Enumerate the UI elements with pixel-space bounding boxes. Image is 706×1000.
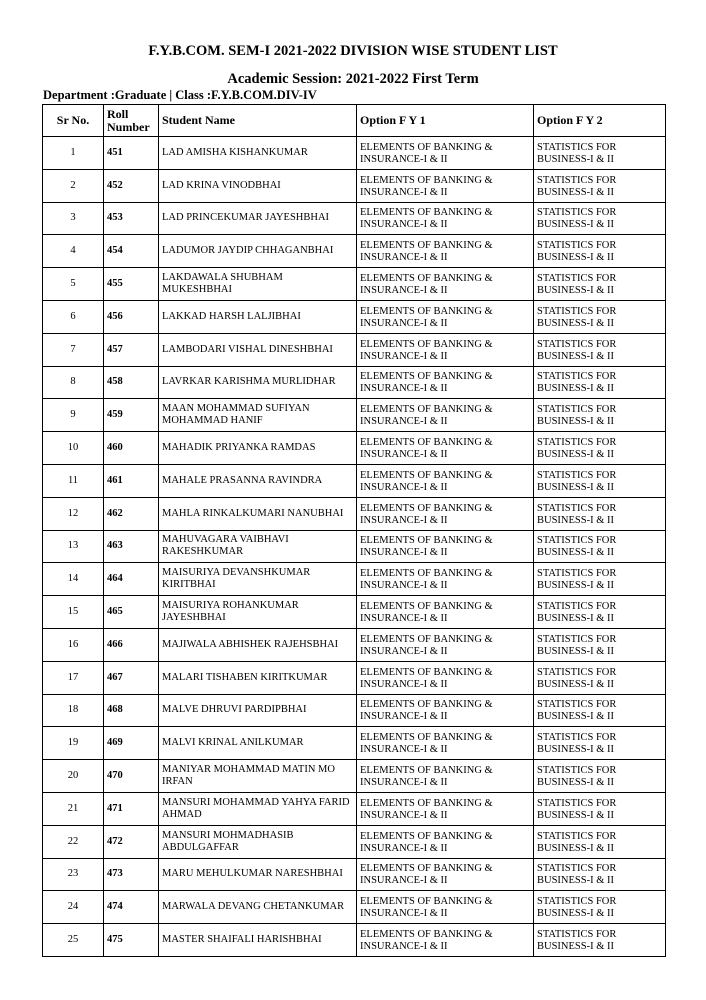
student-name-cell: MAHALE PRASANNA RAVINDRA [159, 464, 357, 497]
option-fy2-cell: STATISTICS FOR BUSINESS-I & II [534, 137, 666, 170]
option-fy1-cell: ELEMENTS OF BANKING & INSURANCE-I & II [357, 858, 534, 891]
table-row [43, 891, 666, 924]
option-fy1-cell: ELEMENTS OF BANKING & INSURANCE-I & II [357, 169, 534, 202]
table-row [43, 694, 666, 727]
table-row [43, 792, 666, 825]
student-name-cell: MANIYAR MOHAMMAD MATIN MO IRFAN [159, 760, 357, 793]
table-row [43, 366, 666, 399]
table-row [43, 760, 666, 793]
sr-no-cell: 19 [43, 727, 104, 760]
table-row [43, 268, 666, 301]
option-fy2-cell: STATISTICS FOR BUSINESS-I & II [534, 727, 666, 760]
roll-number-cell: 468 [104, 694, 159, 727]
roll-number-cell: 474 [104, 891, 159, 924]
student-name-cell: MAAN MOHAMMAD SUFIYAN MOHAMMAD HANIF [159, 399, 357, 432]
roll-number-cell: 471 [104, 792, 159, 825]
student-list-table [42, 104, 666, 957]
student-name-cell: MAHLA RINKALKUMARI NANUBHAI [159, 497, 357, 530]
student-name-cell: LAKKAD HARSH LALJIBHAI [159, 300, 357, 333]
table-row [43, 235, 666, 268]
option-fy1-cell: ELEMENTS OF BANKING & INSURANCE-I & II [357, 563, 534, 596]
option-fy2-cell: STATISTICS FOR BUSINESS-I & II [534, 464, 666, 497]
option-fy2-cell: STATISTICS FOR BUSINESS-I & II [534, 202, 666, 235]
option-fy1-cell: ELEMENTS OF BANKING & INSURANCE-I & II [357, 891, 534, 924]
option-fy2-cell: STATISTICS FOR BUSINESS-I & II [534, 169, 666, 202]
option-fy1-cell: ELEMENTS OF BANKING & INSURANCE-I & II [357, 137, 534, 170]
student-name-cell: LAD KRINA VINODBHAI [159, 169, 357, 202]
option-fy2-cell: STATISTICS FOR BUSINESS-I & II [534, 333, 666, 366]
option-fy1-cell: ELEMENTS OF BANKING & INSURANCE-I & II [357, 366, 534, 399]
column-header-roll-number: Roll Number [104, 105, 159, 137]
option-fy2-cell: STATISTICS FOR BUSINESS-I & II [534, 497, 666, 530]
roll-number-cell: 472 [104, 825, 159, 858]
sr-no-cell: 14 [43, 563, 104, 596]
option-fy1-cell: ELEMENTS OF BANKING & INSURANCE-I & II [357, 399, 534, 432]
sr-no-cell: 7 [43, 333, 104, 366]
student-name-cell: MANSURI MOHMADHASIB ABDULGAFFAR [159, 825, 357, 858]
option-fy2-cell: STATISTICS FOR BUSINESS-I & II [534, 530, 666, 563]
table-row [43, 399, 666, 432]
sr-no-cell: 5 [43, 268, 104, 301]
sr-no-cell: 3 [43, 202, 104, 235]
table-row [43, 563, 666, 596]
student-name-cell: LAKDAWALA SHUBHAM MUKESHBHAI [159, 268, 357, 301]
roll-number-cell: 457 [104, 333, 159, 366]
sr-no-cell: 17 [43, 661, 104, 694]
sr-no-cell: 18 [43, 694, 104, 727]
option-fy2-cell: STATISTICS FOR BUSINESS-I & II [534, 366, 666, 399]
department-class-line: Department :Graduate | Class :F.Y.B.COM.DIV-IV [43, 88, 317, 102]
table-row [43, 825, 666, 858]
roll-number-cell: 458 [104, 366, 159, 399]
student-name-cell: MAHADIK PRIYANKA RAMDAS [159, 432, 357, 465]
option-fy1-cell: ELEMENTS OF BANKING & INSURANCE-I & II [357, 760, 534, 793]
student-name-cell: MAHUVAGARA VAIBHAVI RAKESHKUMAR [159, 530, 357, 563]
sr-no-cell: 12 [43, 497, 104, 530]
option-fy1-cell: ELEMENTS OF BANKING & INSURANCE-I & II [357, 924, 534, 957]
column-header-option-fy2: Option F Y 2 [534, 105, 666, 137]
student-name-cell: MARU MEHULKUMAR NARESHBHAI [159, 858, 357, 891]
option-fy2-cell: STATISTICS FOR BUSINESS-I & II [534, 628, 666, 661]
sr-no-cell: 6 [43, 300, 104, 333]
option-fy2-cell: STATISTICS FOR BUSINESS-I & II [534, 432, 666, 465]
sr-no-cell: 23 [43, 858, 104, 891]
student-name-cell: LADUMOR JAYDIP CHHAGANBHAI [159, 235, 357, 268]
option-fy2-cell: STATISTICS FOR BUSINESS-I & II [534, 563, 666, 596]
sr-no-cell: 22 [43, 825, 104, 858]
option-fy2-cell: STATISTICS FOR BUSINESS-I & II [534, 268, 666, 301]
option-fy1-cell: ELEMENTS OF BANKING & INSURANCE-I & II [357, 792, 534, 825]
roll-number-cell: 452 [104, 169, 159, 202]
option-fy2-cell: STATISTICS FOR BUSINESS-I & II [534, 858, 666, 891]
table-row [43, 169, 666, 202]
option-fy1-cell: ELEMENTS OF BANKING & INSURANCE-I & II [357, 432, 534, 465]
option-fy1-cell: ELEMENTS OF BANKING & INSURANCE-I & II [357, 235, 534, 268]
option-fy1-cell: ELEMENTS OF BANKING & INSURANCE-I & II [357, 268, 534, 301]
option-fy1-cell: ELEMENTS OF BANKING & INSURANCE-I & II [357, 530, 534, 563]
option-fy1-cell: ELEMENTS OF BANKING & INSURANCE-I & II [357, 694, 534, 727]
student-name-cell: LAMBODARI VISHAL DINESHBHAI [159, 333, 357, 366]
student-name-cell: MALVE DHRUVI PARDIPBHAI [159, 694, 357, 727]
option-fy2-cell: STATISTICS FOR BUSINESS-I & II [534, 825, 666, 858]
student-name-cell: MANSURI MOHAMMAD YAHYA FARID AHMAD [159, 792, 357, 825]
student-name-cell: MAISURIYA ROHANKUMAR JAYESHBHAI [159, 596, 357, 629]
table-row [43, 300, 666, 333]
page-title: F.Y.B.COM. SEM-I 2021-2022 DIVISION WISE STUDENT LIST [148, 43, 558, 59]
table-row [43, 924, 666, 957]
option-fy1-cell: ELEMENTS OF BANKING & INSURANCE-I & II [357, 727, 534, 760]
roll-number-cell: 470 [104, 760, 159, 793]
student-name-cell: LAVRKAR KARISHMA MURLIDHAR [159, 366, 357, 399]
table-row [43, 333, 666, 366]
table-row [43, 202, 666, 235]
option-fy2-cell: STATISTICS FOR BUSINESS-I & II [534, 924, 666, 957]
sr-no-cell: 1 [43, 137, 104, 170]
option-fy2-cell: STATISTICS FOR BUSINESS-I & II [534, 760, 666, 793]
option-fy1-cell: ELEMENTS OF BANKING & INSURANCE-I & II [357, 202, 534, 235]
roll-number-cell: 465 [104, 596, 159, 629]
session-subtitle: Academic Session: 2021-2022 First Term [227, 71, 479, 87]
sr-no-cell: 9 [43, 399, 104, 432]
roll-number-cell: 454 [104, 235, 159, 268]
table-row [43, 858, 666, 891]
roll-number-cell: 456 [104, 300, 159, 333]
column-header-option-fy1: Option F Y 1 [357, 105, 534, 137]
student-name-cell: LAD AMISHA KISHANKUMAR [159, 137, 357, 170]
roll-number-cell: 451 [104, 137, 159, 170]
roll-number-cell: 463 [104, 530, 159, 563]
roll-number-cell: 469 [104, 727, 159, 760]
table-body [43, 137, 666, 957]
roll-number-cell: 455 [104, 268, 159, 301]
sr-no-cell: 21 [43, 792, 104, 825]
table-row [43, 137, 666, 170]
sr-no-cell: 10 [43, 432, 104, 465]
table-row [43, 661, 666, 694]
table-header-row [43, 105, 666, 137]
roll-number-cell: 461 [104, 464, 159, 497]
student-name-cell: MARWALA DEVANG CHETANKUMAR [159, 891, 357, 924]
table-row [43, 727, 666, 760]
table-row [43, 530, 666, 563]
roll-number-cell: 460 [104, 432, 159, 465]
option-fy2-cell: STATISTICS FOR BUSINESS-I & II [534, 235, 666, 268]
option-fy2-cell: STATISTICS FOR BUSINESS-I & II [534, 694, 666, 727]
roll-number-cell: 473 [104, 858, 159, 891]
option-fy1-cell: ELEMENTS OF BANKING & INSURANCE-I & II [357, 300, 534, 333]
sr-no-cell: 20 [43, 760, 104, 793]
sr-no-cell: 4 [43, 235, 104, 268]
table-row [43, 432, 666, 465]
roll-number-cell: 462 [104, 497, 159, 530]
sr-no-cell: 8 [43, 366, 104, 399]
sr-no-cell: 25 [43, 924, 104, 957]
option-fy2-cell: STATISTICS FOR BUSINESS-I & II [534, 661, 666, 694]
roll-number-cell: 453 [104, 202, 159, 235]
option-fy1-cell: ELEMENTS OF BANKING & INSURANCE-I & II [357, 628, 534, 661]
roll-number-cell: 459 [104, 399, 159, 432]
sr-no-cell: 16 [43, 628, 104, 661]
roll-number-cell: 466 [104, 628, 159, 661]
table-row [43, 628, 666, 661]
option-fy1-cell: ELEMENTS OF BANKING & INSURANCE-I & II [357, 825, 534, 858]
column-header-student-name: Student Name [159, 105, 357, 137]
sr-no-cell: 2 [43, 169, 104, 202]
roll-number-cell: 464 [104, 563, 159, 596]
student-name-cell: MASTER SHAIFALI HARISHBHAI [159, 924, 357, 957]
option-fy2-cell: STATISTICS FOR BUSINESS-I & II [534, 596, 666, 629]
student-name-cell: MALARI TISHABEN KIRITKUMAR [159, 661, 357, 694]
option-fy2-cell: STATISTICS FOR BUSINESS-I & II [534, 891, 666, 924]
table-row [43, 464, 666, 497]
sr-no-cell: 13 [43, 530, 104, 563]
table-row [43, 497, 666, 530]
roll-number-cell: 475 [104, 924, 159, 957]
roll-number-cell: 467 [104, 661, 159, 694]
option-fy2-cell: STATISTICS FOR BUSINESS-I & II [534, 300, 666, 333]
sr-no-cell: 11 [43, 464, 104, 497]
sr-no-cell: 24 [43, 891, 104, 924]
option-fy2-cell: STATISTICS FOR BUSINESS-I & II [534, 399, 666, 432]
option-fy1-cell: ELEMENTS OF BANKING & INSURANCE-I & II [357, 596, 534, 629]
sr-no-cell: 15 [43, 596, 104, 629]
option-fy1-cell: ELEMENTS OF BANKING & INSURANCE-I & II [357, 333, 534, 366]
column-header-sr-no: Sr No. [43, 105, 104, 137]
option-fy2-cell: STATISTICS FOR BUSINESS-I & II [534, 792, 666, 825]
student-name-cell: MALVI KRINAL ANILKUMAR [159, 727, 357, 760]
option-fy1-cell: ELEMENTS OF BANKING & INSURANCE-I & II [357, 661, 534, 694]
option-fy1-cell: ELEMENTS OF BANKING & INSURANCE-I & II [357, 464, 534, 497]
table-row [43, 596, 666, 629]
student-name-cell: LAD PRINCEKUMAR JAYESHBHAI [159, 202, 357, 235]
student-name-cell: MAJIWALA ABHISHEK RAJEHSBHAI [159, 628, 357, 661]
option-fy1-cell: ELEMENTS OF BANKING & INSURANCE-I & II [357, 497, 534, 530]
student-name-cell: MAISURIYA DEVANSHKUMAR KIRITBHAI [159, 563, 357, 596]
